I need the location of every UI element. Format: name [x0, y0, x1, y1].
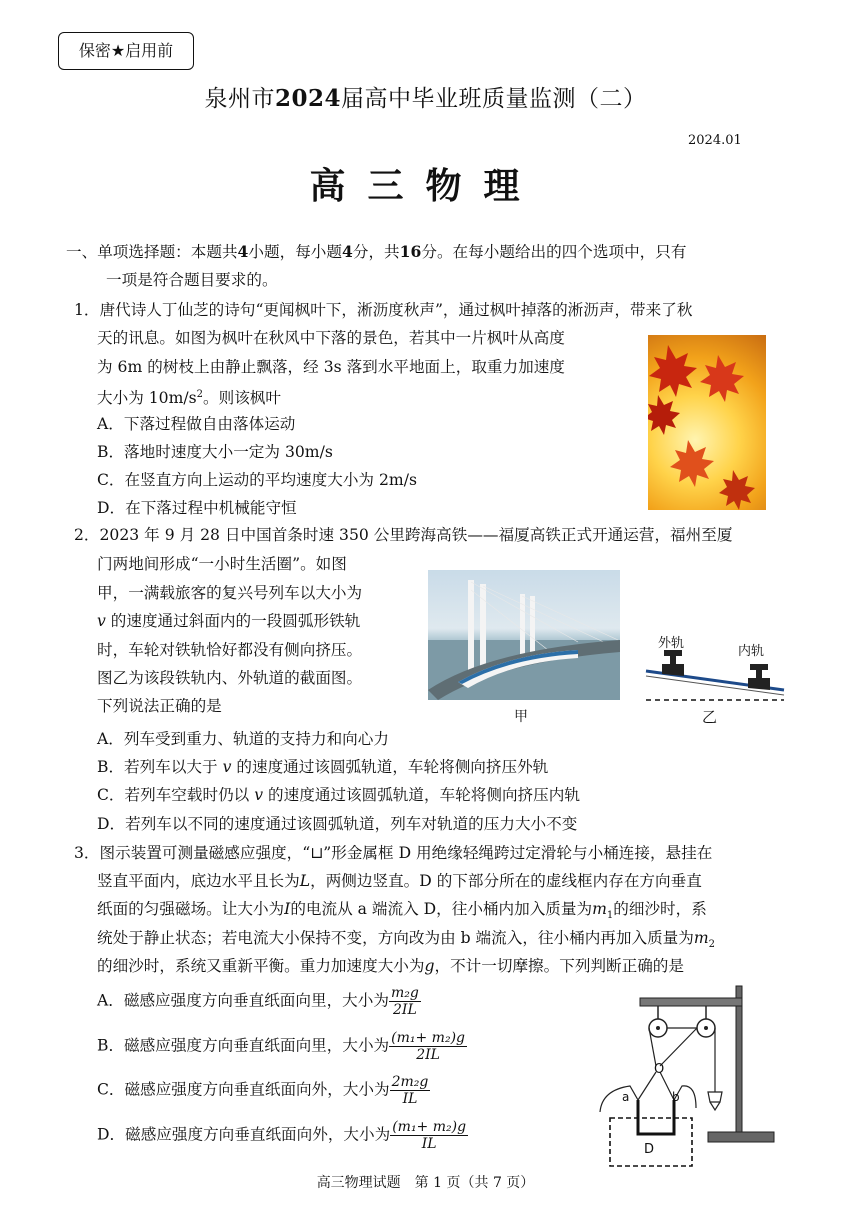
q1-line3: 为 6m 的树枝上由静止飘落，经 3s 落到水平地面上，取重力加速度 — [97, 358, 565, 376]
q2-option-c: C．若列车空载时仍以 v 的速度通过该圆弧轨道，车轮将侧向挤压内轨 — [97, 786, 580, 804]
q2-line2: 门两地间形成“一小时生活圈”。如图 — [97, 555, 347, 573]
q1-option-c: C．在竖直方向上运动的平均速度大小为 2m/s — [97, 471, 417, 489]
q1-option-b: B．落地时速度大小一定为 30m/s — [97, 443, 333, 461]
q2-line5: 时，车轮对铁轨恰好都没有侧向挤压。 — [97, 641, 363, 659]
page-footer: 高三物理试题 第 1 页（共 7 页） — [316, 1175, 535, 1191]
q3-line4: 统处于静止状态；若电流大小保持不变，方向改为由 b 端流入，往小桶内再加入质量为$m_2$ — [97, 929, 716, 951]
label-inner-rail: 内轨 — [738, 644, 765, 659]
q3-option-b: B．磁感应强度方向垂直纸面向里，大小为 $\frac{\text{(m₁+ m₂)g}}{2IL}$ — [97, 1030, 465, 1063]
confidential-badge: 保密★启用前 — [58, 32, 194, 70]
q3-option-b-fraction: $\frac{\text{(m₁+ m₂)g}}{2IL}$ — [391, 1030, 465, 1063]
label-O: O — [654, 1062, 665, 1077]
q3-line2: 竖直平面内，底边水平且长为L，两侧边竖直。D 的下部分所在的虚线框内存在方向垂直 — [97, 872, 702, 890]
q3-option-a: A．磁感应强度方向垂直纸面向里，大小为 $\frac{\text{m₂g}}{2IL}$ — [97, 985, 419, 1018]
magnetic-balance-diagram — [592, 982, 782, 1172]
q2-line6: 图乙为该段铁轨内、外轨道的截面图。 — [97, 669, 363, 687]
caption-yi: 乙 — [702, 708, 718, 726]
caption-jia: 甲 — [514, 709, 528, 725]
q2-option-a: A．列车受到重力、轨道的支持力和向心力 — [97, 730, 389, 748]
label-D: D — [644, 1142, 655, 1157]
q1-line1: 1．唐代诗人丁仙芝的诗句“更闻枫叶下，淅沥度秋声”，通过枫叶掉落的淅沥声，带来了秋 — [74, 301, 693, 319]
exam-title: 泉州市2024届高中毕业班质量监测（二） — [204, 85, 647, 112]
train-bridge-photo — [428, 570, 620, 700]
exam-date: 2024.01 — [688, 133, 742, 148]
q3-line5: 的细沙时，系统又重新平衡。重力加速度大小为g，不计一切摩擦。下列判断正确的是 — [97, 957, 684, 975]
q2-line4: v 的速度通过斜面内的一段圆弧形铁轨 — [97, 612, 361, 630]
q3-option-c-fraction: $\frac{\text{2m₂g}}{IL}$ — [391, 1074, 429, 1107]
label-b: b — [672, 1090, 680, 1104]
q2-line7: 下列说法正确的是 — [97, 697, 222, 715]
q2-option-b: B．若列车以大于 v 的速度通过该圆弧轨道，车轮将侧向挤压外轨 — [97, 758, 549, 776]
q1-option-a: A．下落过程做自由落体运动 — [97, 415, 296, 433]
section-heading: 一、单项选择题：本题共4小题，每小题4分，共16分。在每小题给出的四个选项中，只有 — [66, 242, 687, 261]
q3-line3: 纸面的匀强磁场。让大小为I的电流从 a 端流入 D，往小桶内加入质量为$m_1$的细沙时，系 — [97, 900, 707, 922]
q1-option-d: D．在下落过程中机械能守恒 — [97, 499, 297, 517]
q2-line3: 甲，一满载旅客的复兴号列车以大小为 — [97, 584, 363, 602]
q2-option-d: D．若列车以不同的速度通过该圆弧轨道，列车对轨道的压力大小不变 — [97, 815, 578, 833]
section-heading-cont: 一项是符合题目要求的。 — [106, 271, 278, 289]
q3-option-d: D．磁感应强度方向垂直纸面向外，大小为 $\frac{\text{(m₁+ m₂)g}}{IL}$ — [97, 1119, 467, 1152]
q1-line2: 天的讯息。如图为枫叶在秋风中下落的景色，若其中一片枫叶从高度 — [97, 329, 565, 347]
label-a: a — [622, 1090, 630, 1104]
q3-option-c: C．磁感应强度方向垂直纸面向外，大小为 $\frac{\text{2m₂g}}{IL}$ — [97, 1074, 429, 1107]
q3-option-a-fraction: $\frac{\text{m₂g}}{2IL}$ — [390, 985, 419, 1018]
subject-title: 高三物理 — [309, 166, 542, 207]
q3-option-d-fraction: $\frac{\text{(m₁+ m₂)g}}{IL}$ — [392, 1119, 467, 1152]
maple-leaf-photo — [648, 335, 766, 510]
label-outer-rail: 外轨 — [658, 636, 685, 651]
q2-line1: 2．2023 年 9 月 28 日中国首条时速 350 公里跨海高铁——福厦高铁正式开通运营，福州至厦 — [74, 526, 733, 544]
q3-line1: 3．图示装置可测量磁感应强度，“⊔”形金属框 D 用绝缘轻绳跨过定滑轮与小桶连接，悬挂在 — [74, 844, 713, 862]
q1-line4: 大小为 $10m/s^2$。则该枫叶 — [97, 389, 281, 408]
